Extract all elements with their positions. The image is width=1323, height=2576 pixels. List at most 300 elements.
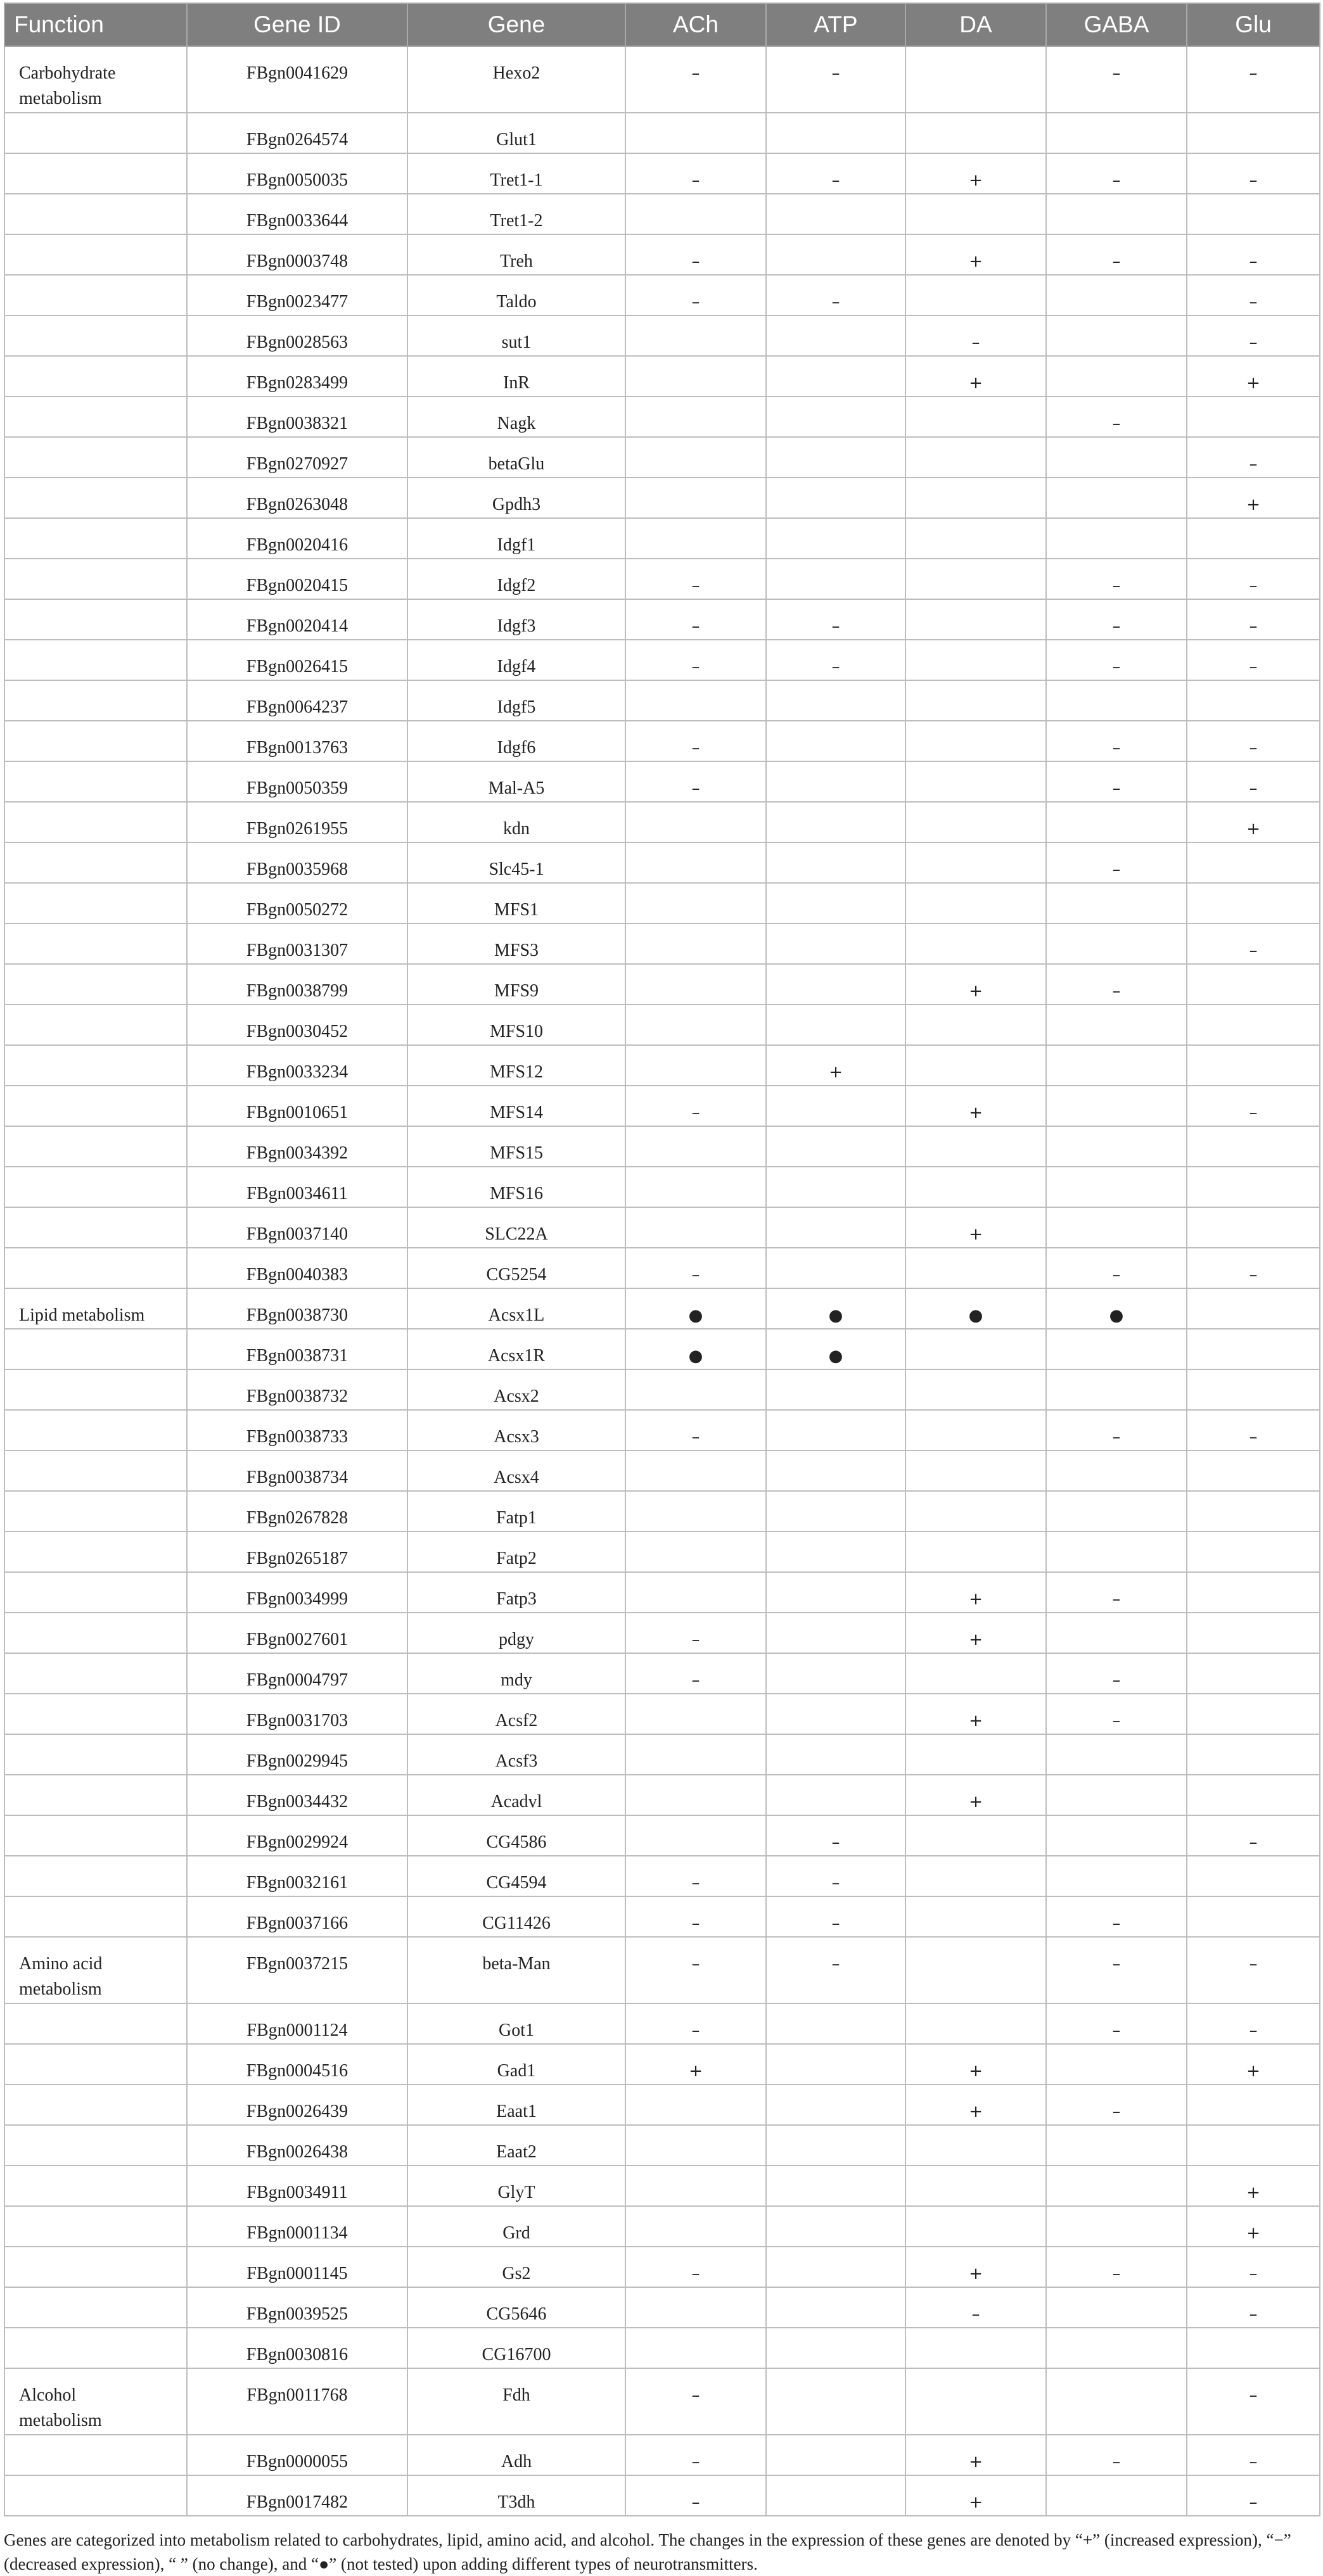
cell-glu: + (1187, 2044, 1320, 2084)
cell-glu (1187, 2084, 1320, 2125)
cell-gaba: – (1046, 721, 1187, 761)
cell-gene: Idgf4 (407, 640, 625, 680)
cell-gene: Taldo (407, 275, 625, 315)
cell-gaba: – (1046, 1653, 1187, 1694)
cell-atp (766, 761, 905, 802)
cell-glu (1187, 1005, 1320, 1045)
cell-gaba (1046, 802, 1187, 842)
cell-da (905, 1491, 1046, 1532)
table-row (4, 1410, 1320, 1450)
cell-gaba (1046, 1856, 1187, 1896)
cell-gene-id: FBgn0270927 (187, 437, 407, 478)
cell-gaba (1046, 437, 1187, 478)
cell-ach (625, 194, 766, 234)
cell-gaba: – (1046, 397, 1187, 437)
table-row (4, 2044, 1320, 2084)
cell-da (905, 599, 1046, 640)
cell-da (905, 842, 1046, 883)
cell-function (4, 883, 187, 923)
cell-gene: beta-Man (407, 1937, 625, 2003)
cell-ach (625, 1126, 766, 1167)
table-row (4, 1653, 1320, 1694)
cell-glu (1187, 518, 1320, 559)
cell-gene-id: FBgn0038730 (187, 1288, 407, 1329)
table-row (4, 680, 1320, 721)
cell-gene-id: FBgn0013763 (187, 721, 407, 761)
cell-glu: + (1187, 802, 1320, 842)
cell-glu (1187, 1856, 1320, 1896)
cell-da: + (905, 234, 1046, 275)
cell-gene-id: FBgn0003748 (187, 234, 407, 275)
cell-gene: MFS16 (407, 1167, 625, 1207)
cell-gaba (1046, 2475, 1187, 2516)
table-row (4, 1086, 1320, 1126)
cell-glu (1187, 1207, 1320, 1248)
cell-gene: Idgf2 (407, 559, 625, 599)
cell-da (905, 802, 1046, 842)
function-label: metabolism (19, 1979, 102, 1999)
header-gene-id: Gene ID (187, 3, 407, 46)
cell-ach (625, 1815, 766, 1856)
cell-function (4, 1207, 187, 1248)
cell-gene-id: FBgn0001145 (187, 2247, 407, 2287)
cell-atp: – (766, 1856, 905, 1896)
cell-gene-id: FBgn0038321 (187, 397, 407, 437)
cell-function (4, 518, 187, 559)
cell-da (905, 680, 1046, 721)
table-row (4, 1896, 1320, 1937)
cell-function (4, 2003, 187, 2044)
cell-ach (625, 437, 766, 478)
cell-glu: – (1187, 2368, 1320, 2435)
cell-da (905, 1126, 1046, 1167)
cell-glu (1187, 1896, 1320, 1937)
cell-ach: – (625, 2003, 766, 2044)
cell-gaba (1046, 1329, 1187, 1369)
cell-glu (1187, 1369, 1320, 1410)
cell-gene-id: FBgn0283499 (187, 356, 407, 397)
table-row (4, 1815, 1320, 1856)
cell-gene-id: FBgn0038734 (187, 1450, 407, 1491)
table-row (4, 153, 1320, 194)
cell-ach (625, 315, 766, 356)
cell-ach: – (625, 1653, 766, 1694)
cell-atp (766, 1410, 905, 1450)
cell-da (905, 1815, 1046, 1856)
cell-ach (625, 1369, 766, 1410)
cell-da: + (905, 1694, 1046, 1734)
cell-gene-id: FBgn0264574 (187, 113, 407, 153)
cell-gaba (1046, 2206, 1187, 2247)
cell-atp: + (766, 1045, 905, 1086)
cell-ach (625, 113, 766, 153)
cell-gaba (1046, 1086, 1187, 1126)
cell-glu (1187, 2328, 1320, 2368)
cell-ach: – (625, 559, 766, 599)
cell-gaba: – (1046, 1896, 1187, 1937)
cell-glu (1187, 1653, 1320, 1694)
cell-glu (1187, 842, 1320, 883)
cell-gene: Mal-A5 (407, 761, 625, 802)
cell-da (905, 923, 1046, 964)
table-row (4, 478, 1320, 518)
cell-gaba: – (1046, 559, 1187, 599)
gene-expression-table (4, 3, 1320, 2516)
cell-ach (625, 1005, 766, 1045)
cell-ach (625, 518, 766, 559)
cell-glu: – (1187, 599, 1320, 640)
cell-gene: Idgf5 (407, 680, 625, 721)
cell-da: + (905, 1613, 1046, 1653)
cell-atp (766, 1086, 905, 1126)
cell-gaba: – (1046, 1937, 1187, 2003)
cell-atp (766, 1694, 905, 1734)
cell-glu: – (1187, 315, 1320, 356)
cell-gene-id: FBgn0027601 (187, 1613, 407, 1653)
cell-da (905, 2166, 1046, 2206)
cell-da (905, 2125, 1046, 2166)
table-row (4, 1491, 1320, 1532)
cell-atp (766, 113, 905, 153)
cell-ach (625, 1207, 766, 1248)
cell-ach: – (625, 46, 766, 113)
cell-gene: kdn (407, 802, 625, 842)
cell-gene: Fatp3 (407, 1572, 625, 1613)
table-row (4, 1572, 1320, 1613)
table-row (4, 559, 1320, 599)
cell-gene-id: FBgn0037166 (187, 1896, 407, 1937)
cell-gene: Gs2 (407, 2247, 625, 2287)
cell-gene-id: FBgn0023477 (187, 275, 407, 315)
cell-function (4, 1410, 187, 1450)
cell-gene: Adh (407, 2435, 625, 2475)
table-row (4, 1288, 1320, 1329)
cell-atp: ● (766, 1288, 905, 1329)
cell-gene-id: FBgn0020415 (187, 559, 407, 599)
table-row (4, 315, 1320, 356)
cell-glu (1187, 113, 1320, 153)
cell-gene-id: FBgn0041629 (187, 46, 407, 113)
cell-ach: – (625, 2435, 766, 2475)
table-row (4, 842, 1320, 883)
cell-gene: Slc45-1 (407, 842, 625, 883)
cell-glu (1187, 680, 1320, 721)
cell-function (4, 315, 187, 356)
table-row (4, 2435, 1320, 2475)
cell-ach: ● (625, 1329, 766, 1369)
cell-gene-id: FBgn0010651 (187, 1086, 407, 1126)
cell-gene-id: FBgn0034611 (187, 1167, 407, 1207)
cell-gene: Tret1-2 (407, 194, 625, 234)
cell-gene: Idgf1 (407, 518, 625, 559)
cell-glu (1187, 2125, 1320, 2166)
cell-function (4, 1288, 187, 1329)
cell-ach (625, 2166, 766, 2206)
cell-gene: Hexo2 (407, 46, 625, 113)
header-gene: Gene (407, 3, 625, 46)
cell-ach: – (625, 1410, 766, 1450)
table-row (4, 437, 1320, 478)
table-row (4, 234, 1320, 275)
cell-gene-id: FBgn0050272 (187, 883, 407, 923)
cell-gaba: – (1046, 234, 1187, 275)
cell-glu: – (1187, 46, 1320, 113)
cell-gaba (1046, 923, 1187, 964)
cell-da (905, 1410, 1046, 1450)
cell-atp (766, 964, 905, 1005)
cell-gene: Fatp2 (407, 1532, 625, 1572)
cell-atp (766, 1775, 905, 1815)
cell-gene-id: FBgn0001134 (187, 2206, 407, 2247)
cell-atp (766, 1005, 905, 1045)
cell-function (4, 721, 187, 761)
cell-atp (766, 2435, 905, 2475)
cell-ach: ● (625, 1288, 766, 1329)
cell-ach: – (625, 1613, 766, 1653)
cell-gaba (1046, 275, 1187, 315)
cell-gaba (1046, 1005, 1187, 1045)
cell-glu: – (1187, 2287, 1320, 2328)
cell-atp (766, 1653, 905, 1694)
cell-function (4, 1734, 187, 1775)
cell-gene-id: FBgn0017482 (187, 2475, 407, 2516)
table-footnote: Genes are categorized into metabolism related to carbohydrates, lipid, amino acid, and alcohol. The changes in the expression of these genes are denoted by “+” (increased expression), “−” (decreased expression), “ ” (no change), and “●” (not tested) upon adding different types of neurotransmitters. (4, 2530, 1291, 2573)
cell-gene-id: FBgn0031307 (187, 923, 407, 964)
cell-gene: CG16700 (407, 2328, 625, 2368)
cell-ach (625, 397, 766, 437)
cell-ach (625, 802, 766, 842)
cell-gene: pdgy (407, 1613, 625, 1653)
cell-glu: + (1187, 2206, 1320, 2247)
header-atp: ATP (766, 3, 905, 46)
cell-gaba (1046, 1207, 1187, 1248)
cell-glu (1187, 1167, 1320, 1207)
cell-atp (766, 1167, 905, 1207)
cell-atp (766, 1126, 905, 1167)
cell-gaba (1046, 1532, 1187, 1572)
cell-gene: Eaat2 (407, 2125, 625, 2166)
cell-ach: – (625, 1896, 766, 1937)
table-row (4, 761, 1320, 802)
cell-da: + (905, 1086, 1046, 1126)
cell-gene-id: FBgn0261955 (187, 802, 407, 842)
cell-function (4, 1329, 187, 1369)
function-label: Alcohol (19, 2385, 77, 2405)
cell-ach (625, 2287, 766, 2328)
cell-da (905, 2003, 1046, 2044)
header-row (4, 3, 1320, 46)
cell-da (905, 1450, 1046, 1491)
cell-ach (625, 2084, 766, 2125)
cell-gene: MFS3 (407, 923, 625, 964)
cell-function (4, 640, 187, 680)
cell-da (905, 1045, 1046, 1086)
cell-gene-id: FBgn0263048 (187, 478, 407, 518)
cell-function (4, 2475, 187, 2516)
table-row (4, 1369, 1320, 1410)
cell-atp: – (766, 1937, 905, 2003)
cell-atp (766, 1207, 905, 1248)
cell-gene: Acsf2 (407, 1694, 625, 1734)
cell-da: + (905, 2044, 1046, 2084)
cell-gene-id: FBgn0020416 (187, 518, 407, 559)
cell-atp (766, 802, 905, 842)
cell-atp (766, 2368, 905, 2435)
cell-ach (625, 923, 766, 964)
table-row (4, 46, 1320, 113)
table-row (4, 2003, 1320, 2044)
cell-gaba: – (1046, 964, 1187, 1005)
cell-function (4, 1694, 187, 1734)
cell-ach: – (625, 153, 766, 194)
cell-gaba: – (1046, 761, 1187, 802)
cell-da (905, 640, 1046, 680)
cell-ach: + (625, 2044, 766, 2084)
cell-function (4, 113, 187, 153)
cell-function (4, 2287, 187, 2328)
header-da: DA (905, 3, 1046, 46)
cell-gaba: – (1046, 2247, 1187, 2287)
cell-ach: – (625, 1086, 766, 1126)
cell-function (4, 1248, 187, 1288)
cell-glu (1187, 397, 1320, 437)
cell-ach (625, 883, 766, 923)
cell-atp: – (766, 599, 905, 640)
cell-gene-id: FBgn0265187 (187, 1532, 407, 1572)
cell-function (4, 1572, 187, 1613)
cell-function (4, 2435, 187, 2475)
cell-ach: – (625, 721, 766, 761)
table-row (4, 802, 1320, 842)
cell-gene-id: FBgn0035968 (187, 842, 407, 883)
cell-atp (766, 1369, 905, 1410)
cell-gaba (1046, 1450, 1187, 1491)
cell-gaba: – (1046, 2084, 1187, 2125)
cell-da (905, 518, 1046, 559)
cell-gene: MFS15 (407, 1126, 625, 1167)
cell-glu (1187, 1450, 1320, 1491)
cell-gene: CG4586 (407, 1815, 625, 1856)
cell-gaba (1046, 2166, 1187, 2206)
cell-gene-id: FBgn0034999 (187, 1572, 407, 1613)
cell-gene-id: FBgn0034392 (187, 1126, 407, 1167)
cell-function (4, 1532, 187, 1572)
cell-da (905, 1532, 1046, 1572)
cell-gene-id: FBgn0267828 (187, 1491, 407, 1532)
cell-gene-id: FBgn0039525 (187, 2287, 407, 2328)
cell-gene: MFS10 (407, 1005, 625, 1045)
cell-function (4, 1613, 187, 1653)
cell-gaba (1046, 356, 1187, 397)
cell-gaba: ● (1046, 1288, 1187, 1329)
cell-ach (625, 1045, 766, 1086)
cell-da (905, 1005, 1046, 1045)
cell-atp: – (766, 46, 905, 113)
cell-atp (766, 437, 905, 478)
cell-function (4, 194, 187, 234)
table-row (4, 1167, 1320, 1207)
cell-glu: – (1187, 234, 1320, 275)
cell-gene: sut1 (407, 315, 625, 356)
cell-gene-id: FBgn0064237 (187, 680, 407, 721)
cell-gene: CG5254 (407, 1248, 625, 1288)
cell-atp (766, 2206, 905, 2247)
cell-da (905, 46, 1046, 113)
cell-function (4, 397, 187, 437)
cell-gene-id: FBgn0000055 (187, 2435, 407, 2475)
cell-glu: + (1187, 2166, 1320, 2206)
table-row (4, 599, 1320, 640)
cell-gaba (1046, 194, 1187, 234)
table-row (4, 1450, 1320, 1491)
cell-function (4, 964, 187, 1005)
function-label: Lipid metabolism (19, 1305, 145, 1325)
cell-gene: Glut1 (407, 113, 625, 153)
cell-da (905, 194, 1046, 234)
table-row (4, 2125, 1320, 2166)
function-label: metabolism (19, 89, 102, 108)
table-row (4, 194, 1320, 234)
cell-gene: Acsx2 (407, 1369, 625, 1410)
cell-gene: Acsx3 (407, 1410, 625, 1450)
cell-glu: + (1187, 478, 1320, 518)
cell-glu (1187, 1532, 1320, 1572)
cell-gene: MFS12 (407, 1045, 625, 1086)
table-wrapper (4, 3, 1319, 2576)
cell-atp (766, 2475, 905, 2516)
cell-gaba (1046, 2287, 1187, 2328)
table-row (4, 1045, 1320, 1086)
table-row (4, 1937, 1320, 2003)
cell-gene: CG5646 (407, 2287, 625, 2328)
table-row (4, 2166, 1320, 2206)
cell-da: + (905, 2435, 1046, 2475)
cell-function (4, 559, 187, 599)
cell-gene-id: FBgn0037140 (187, 1207, 407, 1248)
table-row (4, 1126, 1320, 1167)
cell-atp (766, 2003, 905, 2044)
cell-gene-id: FBgn0011768 (187, 2368, 407, 2435)
cell-gene: SLC22A (407, 1207, 625, 1248)
cell-glu: – (1187, 2475, 1320, 2516)
cell-atp (766, 194, 905, 234)
cell-da (905, 1653, 1046, 1694)
cell-gene-id: FBgn0040383 (187, 1248, 407, 1288)
cell-glu (1187, 1613, 1320, 1653)
cell-ach (625, 2125, 766, 2166)
table-row (4, 721, 1320, 761)
cell-gaba: – (1046, 842, 1187, 883)
cell-glu (1187, 1045, 1320, 1086)
cell-atp (766, 2287, 905, 2328)
cell-da (905, 883, 1046, 923)
table-row (4, 923, 1320, 964)
cell-glu (1187, 1775, 1320, 1815)
cell-gene: Idgf3 (407, 599, 625, 640)
cell-ach (625, 1734, 766, 1775)
cell-gene: InR (407, 356, 625, 397)
header-gaba: GABA (1046, 3, 1187, 46)
cell-da: – (905, 2287, 1046, 2328)
cell-da (905, 1329, 1046, 1369)
cell-da (905, 1248, 1046, 1288)
cell-da: ● (905, 1288, 1046, 1329)
cell-da (905, 397, 1046, 437)
table-row (4, 1329, 1320, 1369)
cell-da (905, 275, 1046, 315)
cell-function (4, 275, 187, 315)
cell-glu: – (1187, 275, 1320, 315)
